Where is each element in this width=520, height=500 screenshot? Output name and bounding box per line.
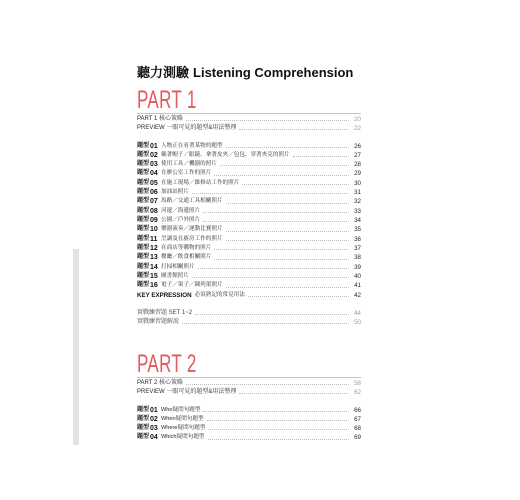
toc-row [137, 142, 361, 151]
dot-leader [214, 175, 349, 176]
entry-title: 戴著帽子／眼鏡、拿著皮夾／包包、穿著夾克的照片 [161, 151, 290, 158]
dot-leader [192, 277, 349, 278]
type-label: 題型 [137, 161, 150, 168]
dot-leader [198, 268, 349, 269]
part-2-type-list [137, 406, 361, 443]
page-number: 28 [354, 161, 361, 169]
page-number: 26 [354, 142, 361, 150]
type-number: 02 [150, 151, 158, 159]
entry-title: 加油站照片 [161, 189, 189, 196]
type-label: 題型 [137, 217, 150, 224]
dot-leader [242, 184, 349, 185]
part-2-heading: PART 2 [137, 350, 197, 378]
page-number: 32 [354, 198, 361, 206]
toc-row [137, 115, 361, 124]
section-title-en: Listening Comprehension [193, 65, 354, 80]
entry-title: 在商店等購物的照片 [161, 245, 212, 252]
page-number: 22 [354, 124, 361, 132]
entry-title: 在辦公室工作的照片 [161, 170, 212, 177]
entry-title: PART 2 核心策略 [137, 379, 184, 386]
type-number: 08 [150, 207, 158, 215]
dot-leader [239, 393, 349, 394]
toc-row [137, 188, 361, 197]
type-label: 題型 [137, 406, 150, 413]
page-number: 58 [354, 379, 361, 387]
toc-row-key-expression [137, 291, 361, 300]
page-number: 66 [354, 406, 361, 414]
type-label: 題型 [137, 425, 150, 432]
dot-leader [195, 314, 349, 315]
toc-row [137, 169, 361, 178]
page-number: 41 [354, 282, 361, 290]
page-number: 42 [354, 291, 361, 299]
type-number: 07 [150, 198, 158, 206]
entry-title: 馬路／交通工具相關照片 [161, 198, 223, 205]
dot-leader [226, 287, 349, 288]
type-label: 題型 [137, 245, 150, 252]
type-label: 題型 [137, 415, 150, 422]
dot-leader [208, 429, 349, 430]
dot-leader [207, 420, 349, 421]
type-number: 09 [150, 217, 158, 225]
page-number: 68 [354, 425, 361, 433]
type-label: 題型 [137, 189, 150, 196]
toc-row [137, 197, 361, 206]
toc-row [137, 253, 361, 262]
section-title [137, 65, 353, 81]
type-number: 15 [150, 273, 158, 281]
dot-leader [192, 193, 349, 194]
type-number: 05 [150, 179, 158, 187]
page-number: 39 [354, 263, 361, 271]
part-1-practice-list [137, 309, 361, 328]
entry-title: When疑問句題型 [161, 415, 204, 422]
part-1-type-list [137, 142, 361, 301]
dot-leader [186, 384, 349, 385]
type-number: 06 [150, 189, 158, 197]
page-number: 40 [354, 273, 361, 281]
entry-title: 公園／戶外照片 [161, 217, 201, 224]
toc-row [137, 151, 361, 160]
entry-title: Where疑問句題型 [161, 425, 206, 432]
entry-title: 實戰練習題解說 [137, 318, 180, 325]
toc-row [137, 244, 361, 253]
toc-row [137, 179, 361, 188]
page-number: 36 [354, 235, 361, 243]
entry-title: PREVIEW 一眼可見的題型&用法整理 [137, 124, 237, 131]
type-number: 12 [150, 245, 158, 253]
page-edge-shadow [73, 249, 79, 445]
page-number: 35 [354, 226, 361, 234]
dot-leader [239, 129, 349, 130]
type-number: 13 [150, 254, 158, 262]
dot-leader [248, 296, 349, 297]
toc-row [137, 263, 361, 272]
dot-leader [293, 156, 349, 157]
entry-title: 烹調及在廚房工作的照片 [161, 235, 223, 242]
type-label: 題型 [137, 207, 150, 214]
entry-title: 實戰練習題 SET 1~2 [137, 309, 193, 316]
dot-leader [203, 212, 349, 213]
type-number: 10 [150, 226, 158, 234]
dot-leader [226, 203, 349, 204]
page-number: 30 [354, 179, 361, 187]
entry-title: 河邊／海邊照片 [161, 207, 201, 214]
entry-title: 打掃相關照片 [161, 263, 195, 270]
entry-title: 使用工具／機器的照片 [161, 161, 217, 168]
page-number: 37 [354, 245, 361, 253]
entry-title: 電子／架子／陳列架照片 [161, 282, 223, 289]
page-number: 34 [354, 217, 361, 225]
type-label: 題型 [137, 142, 150, 149]
type-label: 題型 [137, 170, 150, 177]
page-number: 69 [354, 434, 361, 442]
toc-row [137, 235, 361, 244]
entry-title: 圖書館照片 [161, 273, 189, 280]
dot-leader [226, 147, 349, 148]
entry-title: 人物正在看著某物的題型 [161, 142, 223, 149]
type-number: 04 [150, 434, 158, 442]
section-title-zh: 聽力測驗 [137, 65, 190, 80]
type-number: 03 [150, 425, 158, 433]
part-1-heading: PART 1 [137, 86, 197, 114]
page-number: 62 [354, 388, 361, 396]
dot-leader [203, 221, 349, 222]
entry-title: 必須熟記的常見用法 [194, 291, 245, 298]
entry-title: Which疑問句題型 [161, 434, 205, 441]
entry-title: 在施工現場／維修站工作的照片 [161, 179, 240, 186]
page-number: 67 [354, 415, 361, 423]
type-label: 題型 [137, 282, 150, 289]
toc-row [137, 424, 361, 433]
type-label: 題型 [137, 263, 150, 270]
dot-leader [226, 231, 349, 232]
dot-leader [182, 323, 349, 324]
page-number: 44 [354, 309, 361, 317]
type-label: 題型 [137, 198, 150, 205]
toc-row [137, 388, 361, 397]
type-number: 01 [150, 406, 158, 414]
toc-row [137, 406, 361, 415]
type-number: 11 [150, 235, 158, 243]
entry-title: PART 1 核心策略 [137, 115, 184, 122]
type-number: 14 [150, 263, 158, 271]
toc-row [137, 225, 361, 234]
type-label: 題型 [137, 179, 150, 186]
toc-row [137, 281, 361, 290]
type-number: 01 [150, 142, 158, 150]
type-number: 03 [150, 161, 158, 169]
toc-row [137, 272, 361, 281]
entry-title: PREVIEW 一眼可見的題型&用法整理 [137, 388, 237, 395]
type-label: 題型 [137, 226, 150, 233]
type-number: 04 [150, 170, 158, 178]
toc-row [137, 318, 361, 327]
entry-title: 餐廳／飲食相關照片 [161, 254, 212, 261]
dot-leader [214, 259, 349, 260]
dot-leader [220, 165, 349, 166]
part-2-intro-list [137, 379, 361, 398]
page-number: 38 [354, 254, 361, 262]
page-number: 27 [354, 151, 361, 159]
entry-title: Who疑問句題型 [161, 406, 201, 413]
toc-row [137, 415, 361, 424]
part-1-intro-list [137, 115, 361, 134]
toc-row [137, 309, 361, 318]
page-number: 20 [354, 115, 361, 123]
dot-leader [214, 249, 349, 250]
type-label: 題型 [137, 151, 150, 158]
toc-row [137, 124, 361, 133]
type-label: 題型 [137, 434, 150, 441]
key-expression-label: KEY EXPRESSION [137, 291, 192, 299]
toc-row [137, 160, 361, 169]
dot-leader [226, 240, 349, 241]
toc-row [137, 216, 361, 225]
page-number: 31 [354, 189, 361, 197]
type-label: 題型 [137, 235, 150, 242]
dot-leader [186, 120, 349, 121]
type-number: 02 [150, 415, 158, 423]
page-number: 29 [354, 170, 361, 178]
toc-row [137, 379, 361, 388]
toc-row [137, 433, 361, 442]
type-label: 題型 [137, 254, 150, 261]
toc-row [137, 207, 361, 216]
page-number: 50 [354, 318, 361, 326]
dot-leader [203, 411, 349, 412]
type-number: 16 [150, 282, 158, 290]
dot-leader [208, 439, 349, 440]
entry-title: 樂器演奏／運動比賽照片 [161, 226, 223, 233]
page-number: 33 [354, 207, 361, 215]
type-label: 題型 [137, 273, 150, 280]
